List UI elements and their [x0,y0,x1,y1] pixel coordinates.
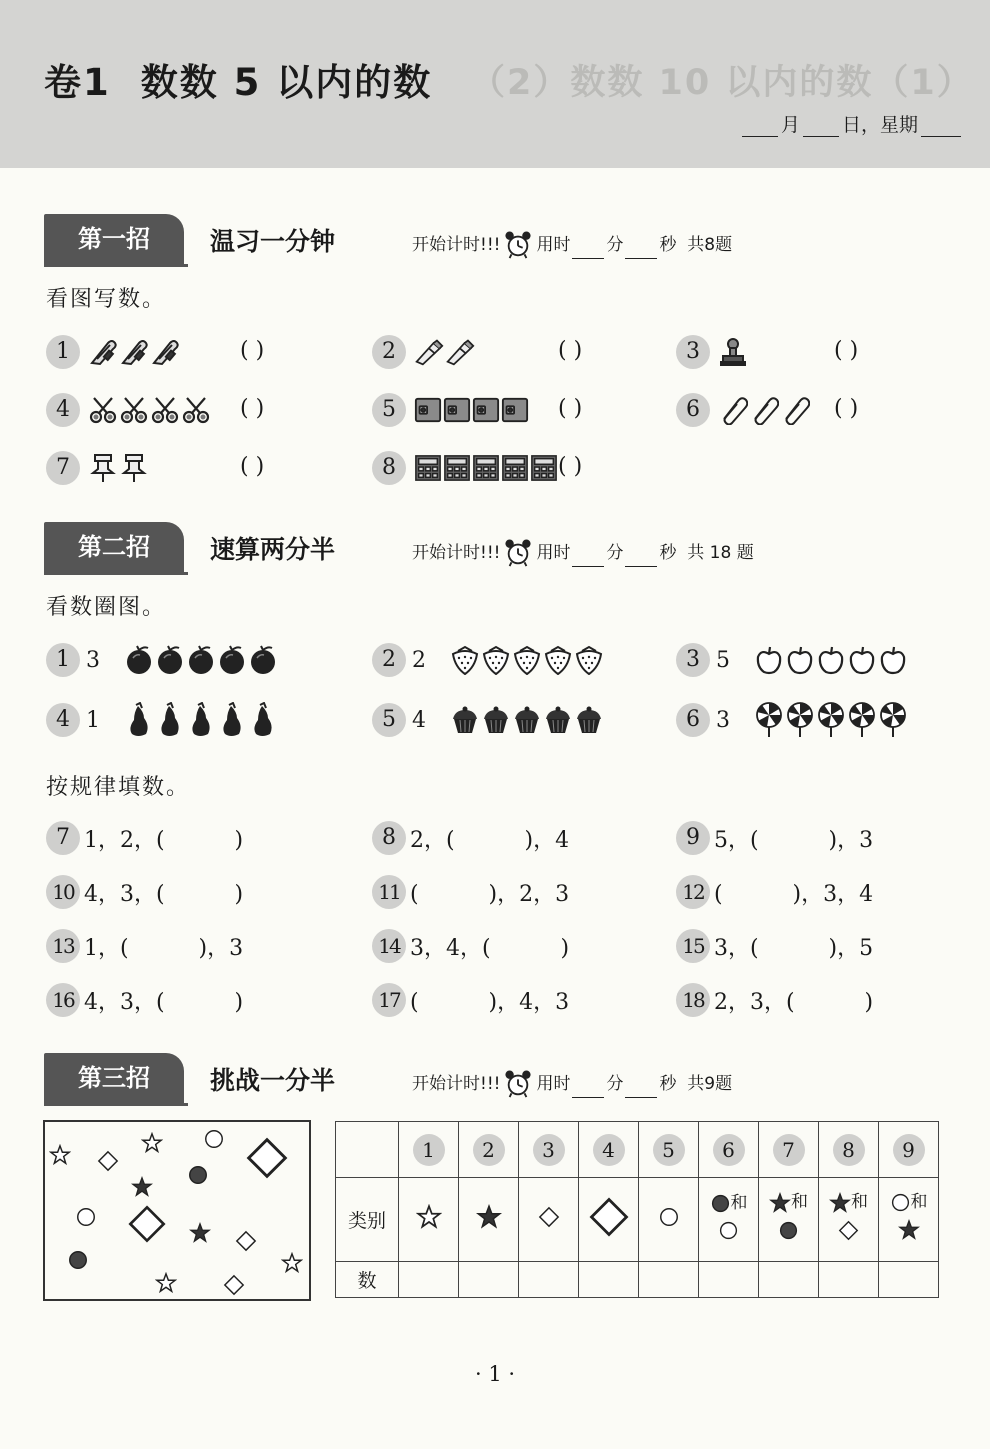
hollow-circle-icon [206,1131,223,1148]
strawberry-icon [450,645,480,675]
sequence-text[interactable]: ( )，2，3 [410,881,570,907]
pushpin-icon [119,453,149,483]
sequence-item [372,872,569,912]
wallet-icon [472,396,500,424]
eggplant-icon [217,702,247,738]
and-label: 和 [791,1192,808,1213]
section-2-instruction-2: 按规律填数。 [46,775,191,800]
section-2-header [44,522,964,572]
and-label: 和 [851,1192,868,1213]
date-month-label: 月 [780,114,800,136]
section-2-title: 速算两分半 [210,535,336,564]
target-count: 5 [716,647,730,673]
section-1-timer: 开始计时!!! 用时 分 秒 共8题 [412,230,732,259]
sequence-text[interactable]: 3，4，( ) [410,935,570,961]
question-number: 12 [676,875,710,909]
sequence-item [46,818,243,858]
picture-group [88,337,180,367]
large-diamond-icon [588,1196,630,1238]
date-line [739,110,964,137]
answer-cell[interactable] [399,1262,459,1298]
circle-item [46,640,278,680]
lollipop-icon [754,702,784,738]
question-number: 13 [46,929,80,963]
column-number: 3 [533,1134,565,1166]
cupcake-icon [481,705,511,735]
question-number: 5 [372,703,406,737]
sequence-item [372,980,569,1020]
answer-cell[interactable] [519,1262,579,1298]
look-write-item [676,332,748,372]
section-1-title: 温习一分钟 [210,227,336,256]
plum-icon [186,645,216,675]
calculator-icon [472,454,500,482]
plum-icon [124,645,154,675]
column-number: 7 [773,1134,805,1166]
alarm-clock-icon [504,539,532,567]
stamp-icon [718,337,748,367]
column-number: 8 [833,1134,865,1166]
hollow-diamond-icon [538,1206,560,1228]
question-number: 4 [46,703,80,737]
answer-cell[interactable] [579,1262,639,1298]
volume-label: 卷1 [44,61,111,104]
answer-blank[interactable]: ( ) [834,338,859,363]
question-number: 14 [372,929,406,963]
circle-item [676,640,908,680]
filled-circle-icon [710,1193,731,1214]
eggplant-icon [155,702,185,738]
plum-icon [248,645,278,675]
shapes-box [43,1120,311,1301]
sequence-text[interactable]: 1，2，( ) [84,827,244,853]
answer-cell[interactable] [639,1262,699,1298]
shapes-scatter [45,1122,309,1299]
sequence-item [676,926,873,966]
question-number: 3 [676,643,710,677]
column-number: 1 [413,1134,445,1166]
circle-item [372,640,604,680]
question-number: 4 [46,393,80,427]
answer-cell[interactable] [459,1262,519,1298]
hollow-diamond-icon [225,1276,243,1294]
circle-item [676,700,908,740]
filled-star-icon [476,1204,502,1230]
scissors-icon [150,395,180,425]
sequence-text[interactable]: ( )，4，3 [410,989,570,1015]
wallet-icon [443,396,471,424]
date-day-label: 日，星期 [841,114,918,136]
picture-group [414,396,529,424]
question-number: 1 [46,335,80,369]
picture-group[interactable] [450,645,604,675]
hollow-star-icon [283,1254,301,1271]
hollow-star-icon [157,1274,175,1291]
section-1-header [44,214,964,264]
answer-blank[interactable]: ( ) [240,338,265,363]
plum-icon [155,645,185,675]
look-write-item [676,390,810,430]
paperclip-icon [780,395,810,425]
picture-group [718,337,748,367]
question-number: 10 [46,875,80,909]
scissors-icon [88,395,118,425]
column-number: 5 [653,1134,685,1166]
question-number: 3 [676,335,710,369]
picture-group [88,395,211,425]
sequence-item [372,818,569,858]
plum-icon [217,645,247,675]
question-number: 2 [372,335,406,369]
question-number: 9 [676,821,710,855]
answer-blank[interactable]: ( ) [558,338,583,363]
eggplant-icon [248,702,278,738]
look-write-item [372,448,558,488]
picture-group [414,454,558,482]
filled-star-icon [829,1192,851,1214]
look-write-item [372,332,475,372]
sequence-item [676,818,873,858]
lollipop-icon [785,702,815,738]
hollow-circle-icon [658,1206,680,1228]
hollow-star-icon [51,1146,69,1163]
calculator-icon [443,454,471,482]
section-2-timer: 开始计时!!! 用时 分 秒 共 18 题 [412,538,754,567]
hollow-circle-icon [78,1209,95,1226]
filled-star-icon [769,1192,791,1214]
hollow-diamond-icon [838,1220,859,1241]
column-number: 4 [593,1134,625,1166]
target-count: 4 [412,707,426,733]
target-count: 2 [412,647,426,673]
count-row-label: 数 [336,1262,399,1298]
page-header [0,0,990,168]
sequence-item [46,872,243,912]
sequence-text[interactable]: 5，( )，3 [714,827,874,853]
hollow-star-icon [416,1204,442,1230]
section-1-instruction: 看图写数。 [46,287,167,312]
cupcake-icon [543,705,573,735]
answer-blank[interactable]: ( ) [834,396,859,421]
question-number: 7 [46,451,80,485]
column-number: 9 [893,1134,925,1166]
page-number: · 1 · [474,1362,516,1386]
section-3-badge: 第三招 [44,1053,184,1103]
strawberry-icon [512,645,542,675]
answer-cell[interactable] [759,1262,819,1298]
cupcake-icon [574,705,604,735]
title-text: 数数 5 以内的数 [140,61,433,104]
target-count: 3 [86,647,100,673]
apple-icon [785,645,815,675]
question-number: 17 [372,983,406,1017]
picture-group[interactable] [450,705,604,735]
calculator-icon [414,454,442,482]
large-diamond-icon [130,1207,163,1240]
section-2-badge: 第二招 [44,522,184,572]
picture-group [88,453,149,483]
hollow-star-icon [143,1134,161,1151]
section-2-instruction-1: 看数圈图。 [46,595,167,620]
apple-icon [754,645,784,675]
section-3-title: 挑战一分半 [210,1066,336,1095]
picture-group[interactable] [124,702,278,738]
hollow-circle-icon [718,1220,739,1241]
sequence-text[interactable]: ( )，3，4 [714,881,874,907]
sequence-item [372,926,569,966]
lollipop-icon [816,702,846,738]
look-write-item [46,448,149,488]
answer-blank[interactable]: ( ) [240,454,265,479]
filled-star-icon [133,1178,151,1195]
picture-group [414,337,475,367]
section-3-header [44,1053,964,1103]
filled-circle-icon [778,1220,799,1241]
paperclip-icon [749,395,779,425]
look-write-item [372,390,529,430]
large-diamond-icon [249,1140,286,1177]
apple-icon [847,645,877,675]
picture-group[interactable] [124,645,278,675]
strawberry-icon [543,645,573,675]
look-write-item [46,332,180,372]
hollow-diamond-icon [237,1232,255,1250]
sequence-item [676,872,873,912]
lollipop-icon [878,702,908,738]
scissors-icon [181,395,211,425]
answer-blank[interactable]: ( ) [558,396,583,421]
picture-group[interactable] [754,645,908,675]
sequence-text[interactable]: 4，3，( ) [84,881,244,907]
calculator-icon [501,454,529,482]
cupcake-icon [450,705,480,735]
apple-icon [816,645,846,675]
filled-star-icon [898,1219,920,1241]
answer-blank[interactable]: ( ) [240,396,265,421]
section-1-badge: 第一招 [44,214,184,264]
hollow-diamond-icon [99,1152,117,1170]
apple-icon [878,645,908,675]
target-count: 3 [716,707,730,733]
question-number: 16 [46,983,80,1017]
sequence-item [46,926,243,966]
wallet-icon [501,396,529,424]
circle-item [372,700,604,740]
paperclip-icon [718,395,748,425]
filled-circle-icon [190,1167,207,1184]
clip-icon [119,337,149,367]
page-title [44,52,432,106]
target-count: 1 [86,707,100,733]
and-label: 和 [910,1192,928,1213]
look-write-item [46,390,211,430]
alarm-clock-icon [504,231,532,259]
strawberry-icon [574,645,604,675]
question-number: 8 [372,451,406,485]
scissors-icon [119,395,149,425]
question-number: 11 [372,875,406,909]
question-number: 18 [676,983,710,1017]
pushpin-icon [88,453,118,483]
clip-icon [150,337,180,367]
bleed-through-text: （2）数数 10 以内的数（1） [470,63,974,103]
eggplant-icon [124,702,154,738]
section-3-timer: 开始计时!!! 用时 分 秒 共9题 [412,1069,732,1098]
filled-star-icon [191,1224,209,1241]
filled-circle-icon [70,1252,87,1269]
hollow-circle-icon [890,1192,911,1213]
strawberry-icon [481,645,511,675]
lollipop-icon [847,702,877,738]
question-number: 7 [46,821,80,855]
sequence-text[interactable]: 2，3，( ) [714,989,874,1015]
answer-blank[interactable]: ( ) [558,454,583,479]
alarm-clock-icon [504,1070,532,1098]
glue-stick-icon [414,337,444,367]
sequence-text[interactable]: 3，( )，5 [714,935,874,961]
sequence-text[interactable]: 4，3，( ) [84,989,244,1015]
sequence-item [676,980,873,1020]
calculator-icon [530,454,558,482]
glue-stick-icon [445,337,475,367]
question-number: 1 [46,643,80,677]
column-number: 6 [713,1134,745,1166]
cupcake-icon [512,705,542,735]
picture-group[interactable] [754,702,908,738]
category-row-label: 类别 [336,1178,399,1262]
clip-icon [88,337,118,367]
sequence-item [46,980,243,1020]
question-number: 6 [676,393,710,427]
answer-cell[interactable] [819,1262,879,1298]
and-label: 和 [730,1192,748,1213]
question-number: 6 [676,703,710,737]
category-table [335,1121,939,1298]
sequence-text[interactable]: 2，( )，4 [410,827,570,853]
answer-cell[interactable] [699,1262,759,1298]
question-number: 15 [676,929,710,963]
eggplant-icon [186,702,216,738]
question-number: 8 [372,821,406,855]
column-number: 2 [473,1134,505,1166]
picture-group [718,395,810,425]
answer-cell[interactable] [879,1262,939,1298]
wallet-icon [414,396,442,424]
circle-item [46,700,278,740]
question-number: 2 [372,643,406,677]
question-number: 5 [372,393,406,427]
sequence-text[interactable]: 1，( )，3 [84,935,244,961]
